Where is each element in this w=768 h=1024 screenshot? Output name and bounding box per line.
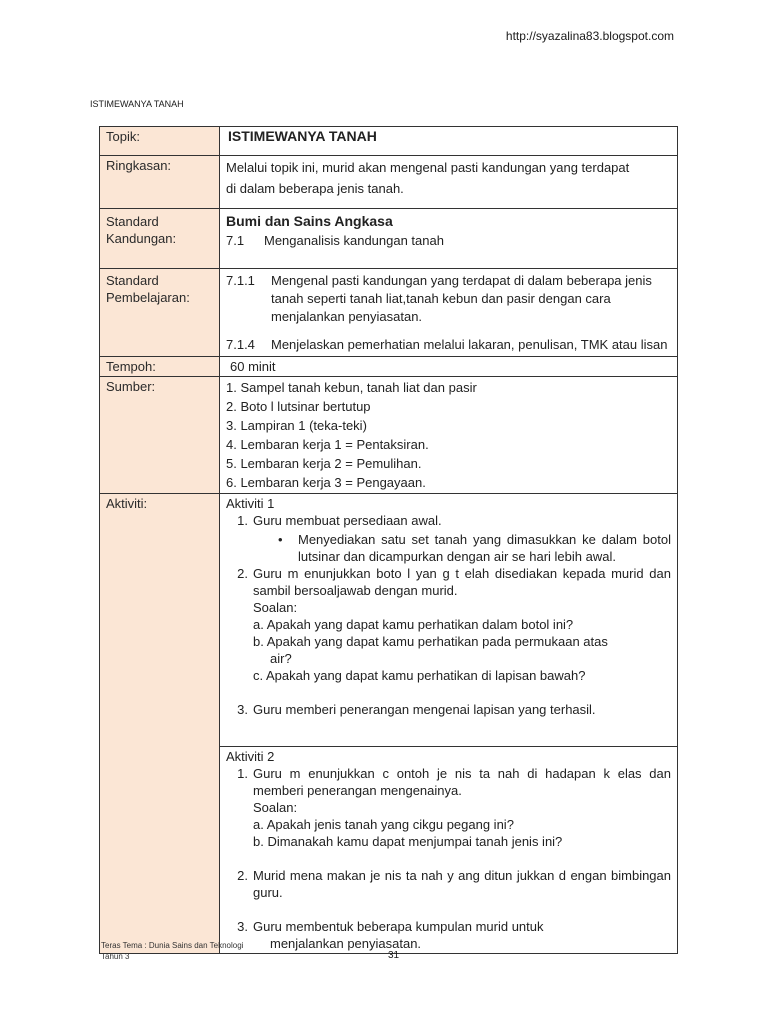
label-kandungan: Kandungan: bbox=[106, 231, 177, 246]
sp-item2-text: Menjelaskan pemerhatian melalui lakaran, penulisan, TMK atau lisan bbox=[271, 337, 668, 352]
value-ringkasan bbox=[220, 156, 678, 209]
ringkasan-line-1: Melalui topik ini, murid akan mengenal pasti kandungan yang terdapat bbox=[226, 160, 630, 175]
label-standard: Standard bbox=[106, 214, 159, 229]
footer-info bbox=[101, 940, 243, 962]
sumber-item: 4. Lembaran kerja 1 = Pentaksiran. bbox=[226, 437, 429, 452]
a1-step3-text: Guru memberi penerangan mengenai lapisan yang terhasil. bbox=[253, 702, 596, 717]
label-tempoh: Tempoh: bbox=[100, 357, 220, 377]
row-topik bbox=[100, 127, 678, 156]
sumber-item: 5. Lembaran kerja 2 = Pemulihan. bbox=[226, 456, 422, 471]
a1-question-a: a. Apakah yang dapat kamu perhatikan dalam botol ini? bbox=[253, 617, 574, 632]
a2-step3-line2: menjalankan penyiasatan. bbox=[270, 936, 422, 951]
footer-year: Tahun 3 bbox=[101, 952, 130, 961]
topic-title: ISTIMEWANYA TANAH bbox=[228, 128, 377, 144]
a2-step2-text: Murid mena makan je nis ta nah y ang ditun jukkan d engan bimbingan guru. bbox=[253, 868, 671, 900]
a1-step1-text: Guru membuat persediaan awal. bbox=[253, 513, 442, 528]
value-tempoh: 60 minit bbox=[220, 357, 678, 377]
value-topik bbox=[220, 127, 678, 156]
a2-step1-text: Guru m enunjukkan c ontoh je nis ta nah di hadapan k elas dan memberi penerangan mengenainya. bbox=[253, 766, 671, 798]
a2-soalan: Soalan: bbox=[253, 800, 298, 815]
value-standard-pembelajaran bbox=[220, 269, 678, 357]
page-number: 31 bbox=[388, 950, 400, 961]
sk-text: Menganalisis kandungan tanah bbox=[264, 233, 444, 248]
aktiviti-2-title: Aktiviti 2 bbox=[226, 749, 275, 764]
sk-heading: Bumi dan Sains Angkasa bbox=[226, 213, 393, 229]
a2-step2-num: 2. bbox=[237, 868, 248, 883]
sk-code: 7.1 bbox=[226, 233, 245, 248]
footer-theme: Teras Tema : Dunia Sains dan Teknologi bbox=[101, 941, 244, 950]
bullet-icon: • bbox=[278, 532, 283, 547]
ringkasan-line-2: di dalam beberapa jenis tanah. bbox=[226, 181, 404, 196]
a2-question-b: b. Dimanakah kamu dapat menjumpai tanah jenis ini? bbox=[253, 834, 563, 849]
a2-question-a: a. Apakah jenis tanah yang cikgu pegang ini? bbox=[253, 817, 514, 832]
label-topik: Topik: bbox=[100, 127, 220, 156]
sumber-item: 1. Sampel tanah kebun, tanah liat dan pasir bbox=[226, 380, 477, 395]
row-ringkasan bbox=[100, 156, 678, 209]
a1-step1-num: 1. bbox=[237, 513, 248, 528]
value-standard-kandungan bbox=[220, 209, 678, 269]
a1-step2-text: Guru m enunjukkan boto l yan g t elah disediakan kepada murid dan sambil bersoaljawab dengan murid. bbox=[253, 566, 671, 598]
label-ringkasan: Ringkasan: bbox=[100, 156, 220, 209]
a1-question-b-cont: air? bbox=[270, 651, 292, 666]
label-sumber: Sumber: bbox=[100, 377, 220, 494]
a1-soalan: Soalan: bbox=[253, 600, 298, 615]
a1-step3-num: 3. bbox=[237, 702, 248, 717]
aktiviti-2 bbox=[220, 747, 678, 954]
row-tempoh bbox=[100, 357, 678, 377]
a2-step3-line1: Guru membentuk beberapa kumpulan murid untuk bbox=[253, 919, 544, 934]
sumber-item: 2. Boto l lutsinar bertutup bbox=[226, 399, 371, 414]
sp-item1-line1: Mengenal pasti kandungan yang terdapat di dalam beberapa jenis bbox=[271, 273, 652, 288]
blog-url[interactable]: http://syazalina83.blogspot.com bbox=[505, 29, 674, 43]
sp-item2-code: 7.1.4 bbox=[226, 337, 255, 352]
lesson-plan-table bbox=[99, 126, 678, 954]
label-standard-pembelajaran bbox=[100, 269, 220, 357]
row-sumber bbox=[100, 377, 678, 494]
label-standard-kandungan bbox=[100, 209, 220, 269]
a1-question-b: b. Apakah yang dapat kamu perhatikan pada permukaan atas bbox=[253, 634, 608, 649]
sumber-item: 3. Lampiran 1 (teka-teki) bbox=[226, 418, 367, 433]
a2-step3-num: 3. bbox=[237, 919, 248, 934]
label-pembelajaran: Pembelajaran: bbox=[106, 290, 190, 305]
label-aktiviti: Aktiviti: bbox=[100, 494, 220, 954]
a1-step1-bullet: Menyediakan satu set tanah yang dimasukkan ke dalam botol lutsinar dan dicampurkan dengan air se hari lebih awal. bbox=[298, 532, 671, 564]
aktiviti-1-title: Aktiviti 1 bbox=[226, 496, 275, 511]
row-standard-pembelajaran bbox=[100, 269, 678, 357]
row-aktiviti-1 bbox=[100, 494, 678, 747]
a1-question-c: c. Apakah yang dapat kamu perhatikan di lapisan bawah? bbox=[253, 668, 586, 683]
row-standard-kandungan bbox=[100, 209, 678, 269]
a2-step1-num: 1. bbox=[237, 766, 248, 781]
sp-item1-line3: menjalankan penyiasatan. bbox=[271, 309, 423, 324]
sumber-item: 6. Lembaran kerja 3 = Pengayaan. bbox=[226, 475, 426, 490]
value-sumber bbox=[220, 377, 678, 494]
label-standard-2: Standard bbox=[106, 273, 159, 288]
sp-item1-code: 7.1.1 bbox=[226, 273, 255, 288]
aktiviti-1 bbox=[220, 494, 678, 747]
sp-item1-line2: tanah seperti tanah liat,tanah kebun dan pasir dengan cara bbox=[271, 291, 611, 306]
document-title: ISTIMEWANYA TANAH bbox=[90, 99, 184, 109]
a1-step2-num: 2. bbox=[237, 566, 248, 581]
